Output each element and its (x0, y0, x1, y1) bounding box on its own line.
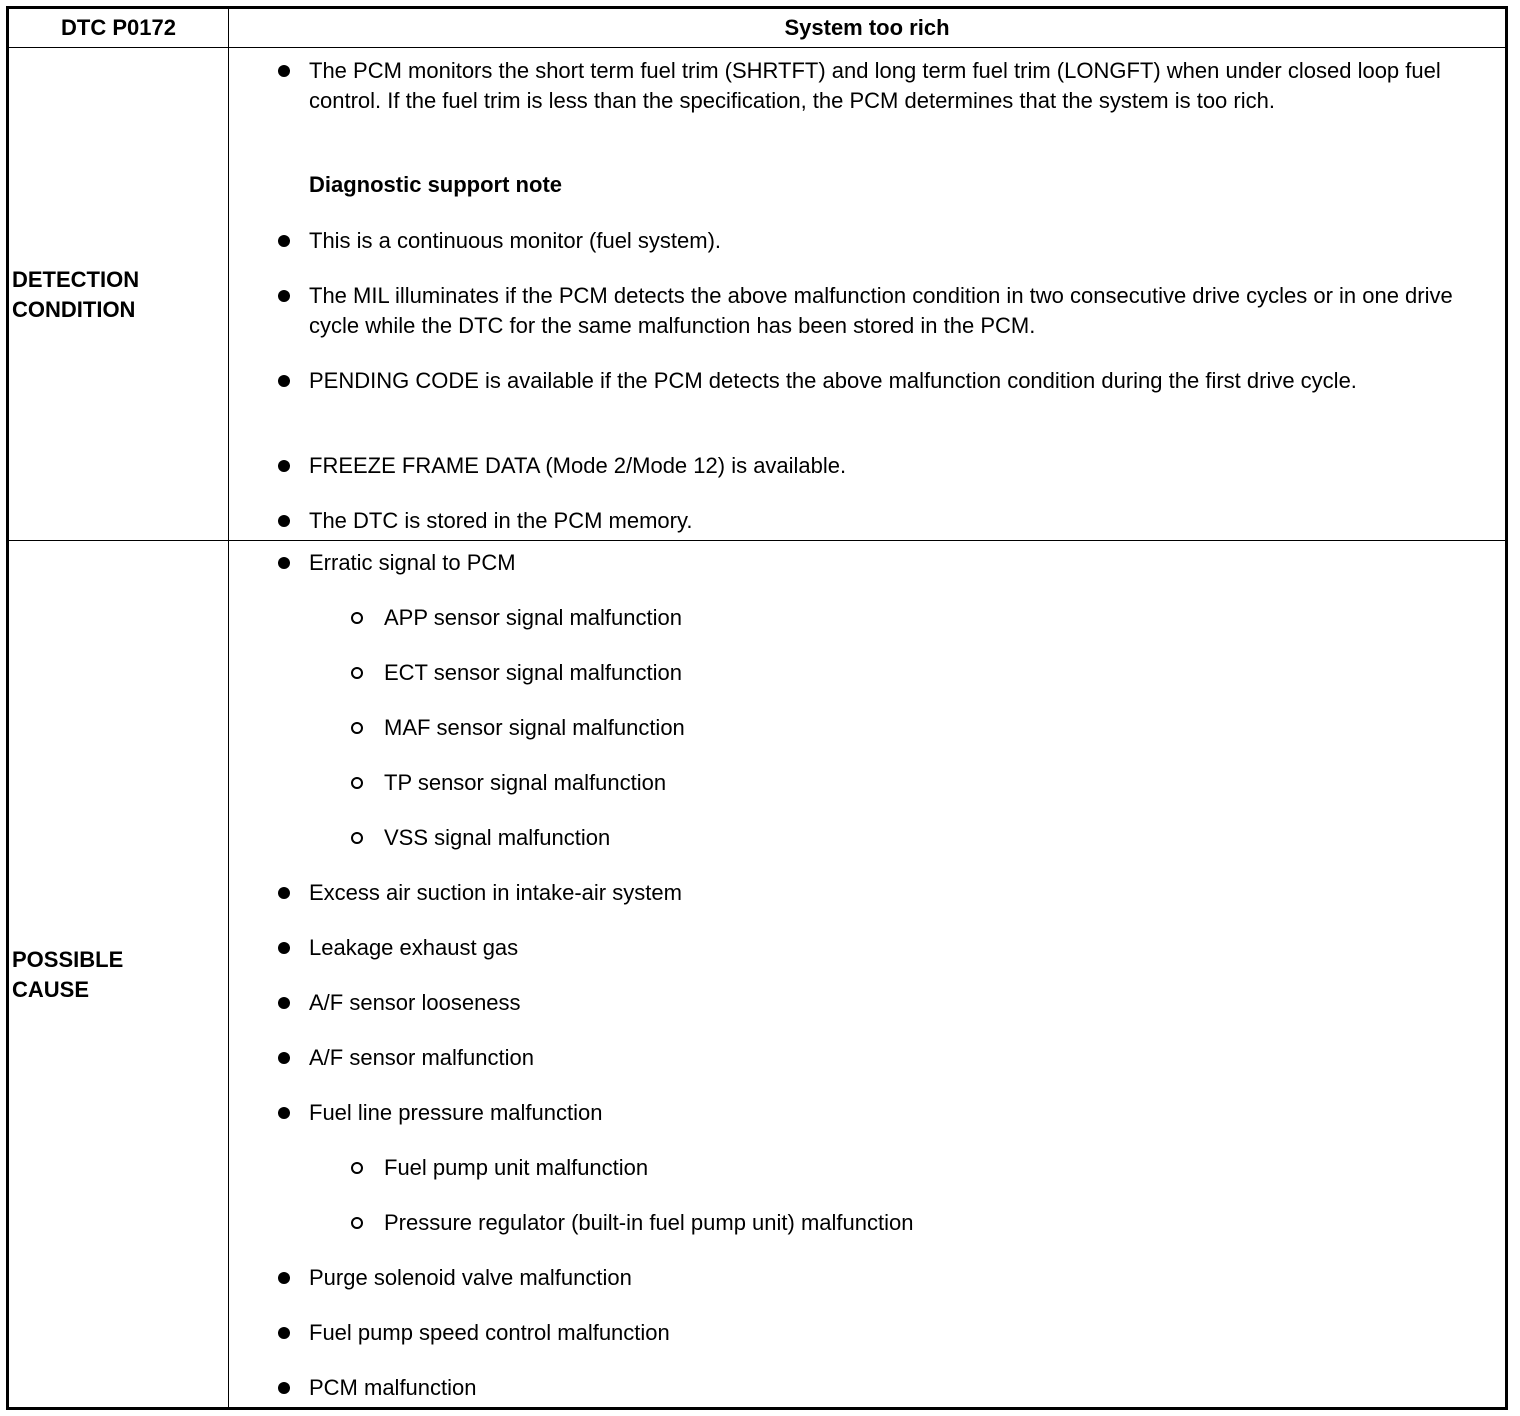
detection-item: The DTC is stored in the PCM memory. (309, 508, 693, 533)
bullet-icon (278, 65, 290, 77)
dtc-code-header: DTC P0172 (61, 15, 176, 40)
dtc-title-header: System too rich (784, 15, 950, 40)
cause-item: Leakage exhaust gas (309, 935, 519, 960)
sub-bullet-icon (351, 1162, 363, 1174)
cause-subitem: Pressure regulator (built-in fuel pump unit) malfunction (384, 1210, 914, 1235)
bullet-icon (278, 887, 290, 899)
cause-item: Fuel line pressure malfunction (309, 1100, 603, 1125)
bullet-icon (278, 1327, 290, 1339)
cause-item: Fuel pump speed control malfunction (309, 1320, 670, 1345)
possible-cause-label: POSSIBLE CAUSE (12, 947, 124, 1002)
detection-item: PENDING CODE is available if the PCM detects the above malfunction condition during the first drive cycle. (309, 368, 1357, 393)
sub-bullet-icon (351, 667, 363, 679)
bullet-icon (278, 290, 290, 302)
detection-item: FREEZE FRAME DATA (Mode 2/Mode 12) is available. (309, 453, 847, 478)
bullet-icon (278, 557, 290, 569)
row-divider (9, 540, 1505, 541)
cause-item: Erratic signal to PCM (309, 550, 516, 575)
bullet-icon (278, 235, 290, 247)
cause-item: Excess air suction in intake-air system (309, 880, 682, 905)
cause-subitem: MAF sensor signal malfunction (384, 715, 685, 740)
cause-subitem: VSS signal malfunction (384, 825, 611, 850)
cause-subitem: ECT sensor signal malfunction (384, 660, 682, 685)
detection-item: This is a continuous monitor (fuel system). (309, 228, 722, 253)
sub-bullet-icon (351, 832, 363, 844)
bullet-icon (278, 997, 290, 1009)
bullet-icon (278, 460, 290, 472)
header-divider (9, 47, 1505, 48)
bullet-icon (278, 1272, 290, 1284)
sub-bullet-icon (351, 777, 363, 789)
bullet-icon (278, 515, 290, 527)
cause-item: A/F sensor malfunction (309, 1045, 534, 1070)
diagnostic-support-note-heading: Diagnostic support note (309, 172, 562, 197)
bullet-icon (278, 942, 290, 954)
detection-item: The PCM monitors the short term fuel trim (SHRTFT) and long term fuel trim (LONGFT) when under closed loop fuel control. If the fuel trim is less than the specification, the PCM determines that the system is too rich. (309, 58, 1441, 113)
bullet-icon (278, 1382, 290, 1394)
detection-condition-label: DETECTION CONDITION (12, 267, 140, 322)
bullet-icon (278, 1052, 290, 1064)
detection-item: The MIL illuminates if the PCM detects the above malfunction condition in two consecutive drive cycles or in one drive cycle while the DTC for the same malfunction has been stored in the PCM. (309, 283, 1453, 338)
cause-item: Purge solenoid valve malfunction (309, 1265, 632, 1290)
sub-bullet-icon (351, 722, 363, 734)
cause-subitem: TP sensor signal malfunction (384, 770, 667, 795)
sub-bullet-icon (351, 1217, 363, 1229)
sub-bullet-icon (351, 612, 363, 624)
cause-item: A/F sensor looseness (309, 990, 521, 1015)
cause-subitem: Fuel pump unit malfunction (384, 1155, 649, 1180)
dtc-table (6, 6, 1508, 1410)
bullet-icon (278, 375, 290, 387)
column-divider (228, 9, 229, 1407)
bullet-icon (278, 1107, 290, 1119)
cause-subitem: APP sensor signal malfunction (384, 605, 682, 630)
cause-item: PCM malfunction (309, 1375, 477, 1400)
